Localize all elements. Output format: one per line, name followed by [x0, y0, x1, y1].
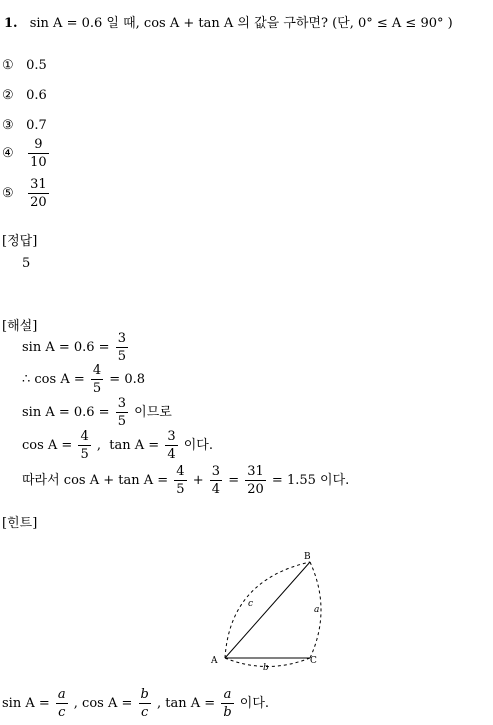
- fraction: [116, 332, 128, 363]
- numerator: 4: [92, 363, 102, 378]
- explanation-line-1: [22, 332, 130, 363]
- vertex-a-label: A: [211, 656, 218, 666]
- explanation-label: [해설]: [2, 319, 38, 334]
- choice-mark: ④: [2, 146, 14, 161]
- explanation-line-3: [22, 397, 172, 428]
- expr-text: = 0.8: [109, 372, 145, 387]
- numerator: 31: [30, 177, 47, 192]
- side-a-label: a: [314, 605, 320, 615]
- numerator: b: [140, 687, 149, 702]
- expr-text: 이다.: [239, 696, 270, 711]
- choice-mark: ②: [2, 88, 14, 103]
- choice-text: 0.7: [26, 118, 47, 133]
- answer-label: [정답]: [2, 234, 38, 249]
- fraction: [165, 430, 177, 461]
- expr-text: +: [192, 473, 204, 488]
- explanation-line-5: [22, 465, 349, 496]
- choice-mark: ③: [2, 118, 14, 133]
- fraction: [116, 397, 128, 428]
- denominator: 5: [117, 349, 127, 364]
- choice-text: 0.6: [26, 88, 47, 103]
- triangle-diagram: [200, 545, 340, 675]
- side-c-label: c: [248, 599, 254, 609]
- numerator: 9: [34, 137, 43, 152]
- numerator: a: [223, 687, 232, 702]
- denominator: 20: [247, 482, 264, 497]
- fraction: [245, 465, 266, 496]
- denominator: 5: [117, 414, 127, 429]
- question-text: sin A = 0.6 일 때, cos A + tan A 의 값을 구하면? (단, 0° ≤ A ≤ 90° ): [29, 16, 453, 31]
- numerator: 4: [80, 429, 89, 444]
- choice-mark: ①: [2, 58, 14, 73]
- fraction: [221, 688, 233, 719]
- numerator: 31: [247, 464, 264, 479]
- explanation-line-2: [22, 364, 145, 395]
- numerator: 4: [176, 464, 185, 479]
- hint-formula: [2, 688, 269, 719]
- choice-mark: ⑤: [2, 186, 14, 201]
- denominator: 4: [211, 482, 221, 497]
- numerator: 3: [117, 331, 127, 346]
- choice-3[interactable]: [2, 118, 47, 133]
- choice-5[interactable]: [2, 178, 51, 209]
- expr-text: sin A = 0.6 =: [22, 340, 110, 355]
- side-b-label: b: [263, 663, 269, 673]
- vertex-b-label: B: [304, 552, 311, 562]
- expr-text: ∴ cos A =: [22, 372, 85, 387]
- hint-label: [힌트]: [2, 516, 38, 531]
- explanation-line-4: [22, 430, 213, 461]
- fraction: [56, 688, 68, 719]
- expr-text: = 1.55 이다.: [271, 473, 350, 488]
- denominator: 5: [176, 482, 185, 497]
- fraction: [28, 178, 49, 209]
- expr-text: =: [228, 473, 240, 488]
- denominator: 20: [30, 195, 47, 210]
- numerator: 3: [167, 429, 176, 444]
- expr-text: , tan A =: [157, 696, 216, 711]
- choice-1[interactable]: [2, 58, 47, 73]
- denominator: 4: [167, 447, 176, 462]
- expr-text: 따라서 cos A + tan A =: [22, 473, 169, 488]
- denominator: b: [223, 705, 232, 720]
- denominator: 5: [92, 381, 102, 396]
- expr-text: cos A =: [22, 438, 73, 453]
- numerator: 3: [117, 396, 127, 411]
- numerator: a: [57, 687, 66, 702]
- fraction: [91, 364, 103, 395]
- question: [4, 12, 453, 31]
- fraction: [28, 138, 49, 169]
- answer-value: 5: [22, 256, 31, 271]
- choice-4[interactable]: [2, 138, 51, 169]
- vertex-c-label: C: [310, 656, 317, 666]
- expr-text: 이므로: [134, 405, 172, 420]
- expr-text: sin A =: [2, 696, 50, 711]
- fraction: [174, 465, 186, 496]
- denominator: 10: [30, 155, 47, 170]
- denominator: 5: [80, 447, 89, 462]
- expr-text: sin A = 0.6 =: [22, 405, 110, 420]
- expr-text: 이다.: [183, 438, 213, 453]
- fraction: [210, 465, 222, 496]
- denominator: c: [56, 703, 68, 719]
- question-number: 1.: [4, 16, 18, 31]
- numerator: 3: [211, 464, 221, 479]
- expr-text: , tan A =: [96, 438, 160, 453]
- choice-2[interactable]: [2, 88, 47, 103]
- choice-text: 0.5: [26, 58, 47, 73]
- fraction: [78, 430, 90, 461]
- fraction: [139, 688, 151, 719]
- expr-text: , cos A =: [73, 696, 133, 711]
- denominator: c: [139, 703, 151, 719]
